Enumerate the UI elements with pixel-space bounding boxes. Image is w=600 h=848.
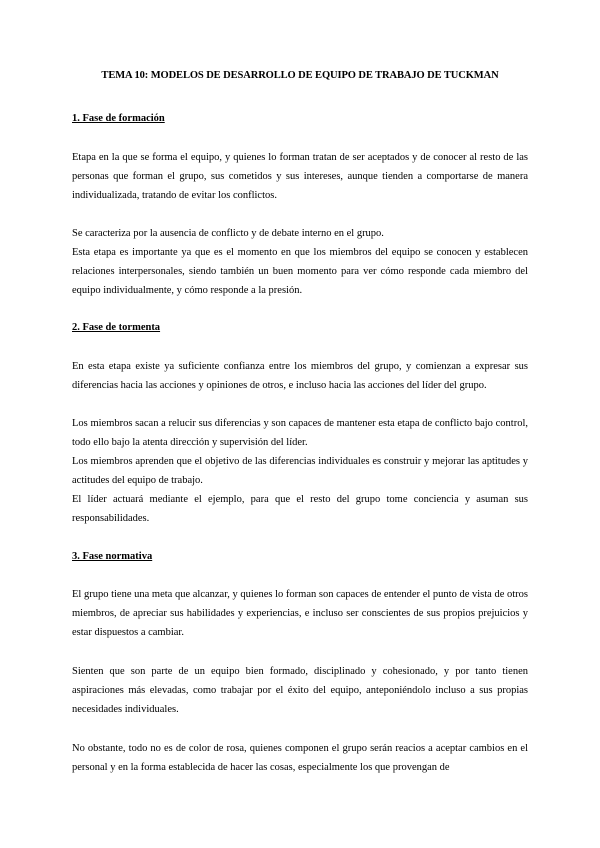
- document-title: TEMA 10: MODELOS DE DESARROLLO DE EQUIPO DE TRABAJO DE TUCKMAN: [101, 70, 499, 81]
- section-heading-tormenta: 2. Fase de tormenta: [72, 322, 161, 333]
- paragraph: Etapa en la que se forma el equipo, y quienes lo forman tratan de ser aceptados y de conocer al resto de las personas que forman el grupo, sus cometidos y sus intereses, aunque tienden a comportarse de manera individualizada, tratando de evitar los conflictos.: [72, 152, 528, 201]
- paragraph: Los miembros sacan a relucir sus diferencias y son capaces de mantener esta etapa de conflicto bajo control, todo ello bajo la atenta dirección y supervisión del líder.: [72, 418, 528, 448]
- paragraph: Sienten que son parte de un equipo bien formado, disciplinado y cohesionado, y por tanto tienen aspiraciones más elevadas, como trabajar por el éxito del equipo, anteponiéndolo incluso a sus propias necesidades individuales.: [72, 666, 528, 715]
- paragraph: No obstante, todo no es de color de rosa, quienes componen el grupo serán reacios a aceptar cambios en el personal y en la forma establecida de hacer las cosas, especialmente los que provengan de: [72, 743, 528, 773]
- paragraph: En esta etapa existe ya suficiente confianza entre los miembros del grupo, y comienzan a expresar sus diferencias hacia las acciones y opiniones de otros, e incluso hacia las acciones del líder del grupo.: [72, 361, 528, 391]
- paragraph: Se caracteriza por la ausencia de conflicto y de debate interno en el grupo.: [72, 228, 384, 239]
- paragraph: Los miembros aprenden que el objetivo de las diferencias individuales es construir y mejorar las aptitudes y actitudes del equipo de trabajo.: [72, 456, 528, 486]
- section-heading-formacion: 1. Fase de formación: [72, 113, 165, 124]
- paragraph: El grupo tiene una meta que alcanzar, y quienes lo forman son capaces de entender el punto de vista de otros miembros, de apreciar sus habilidades y experiencias, e incluso ser conscientes de sus propios prejuicios y estar dispuestos a cambiar.: [72, 589, 528, 638]
- paragraph: El líder actuará mediante el ejemplo, para que el resto del grupo tome conciencia y asuman sus responsabilidades.: [72, 494, 528, 524]
- paragraph: Esta etapa es importante ya que es el momento en que los miembros del equipo se conocen y establecen relaciones interpersonales, siendo también un buen momento para ver cómo responde cada miembro del equipo individualmente, y cómo responde a la presión.: [72, 247, 528, 296]
- section-heading-normativa: 3. Fase normativa: [72, 551, 153, 562]
